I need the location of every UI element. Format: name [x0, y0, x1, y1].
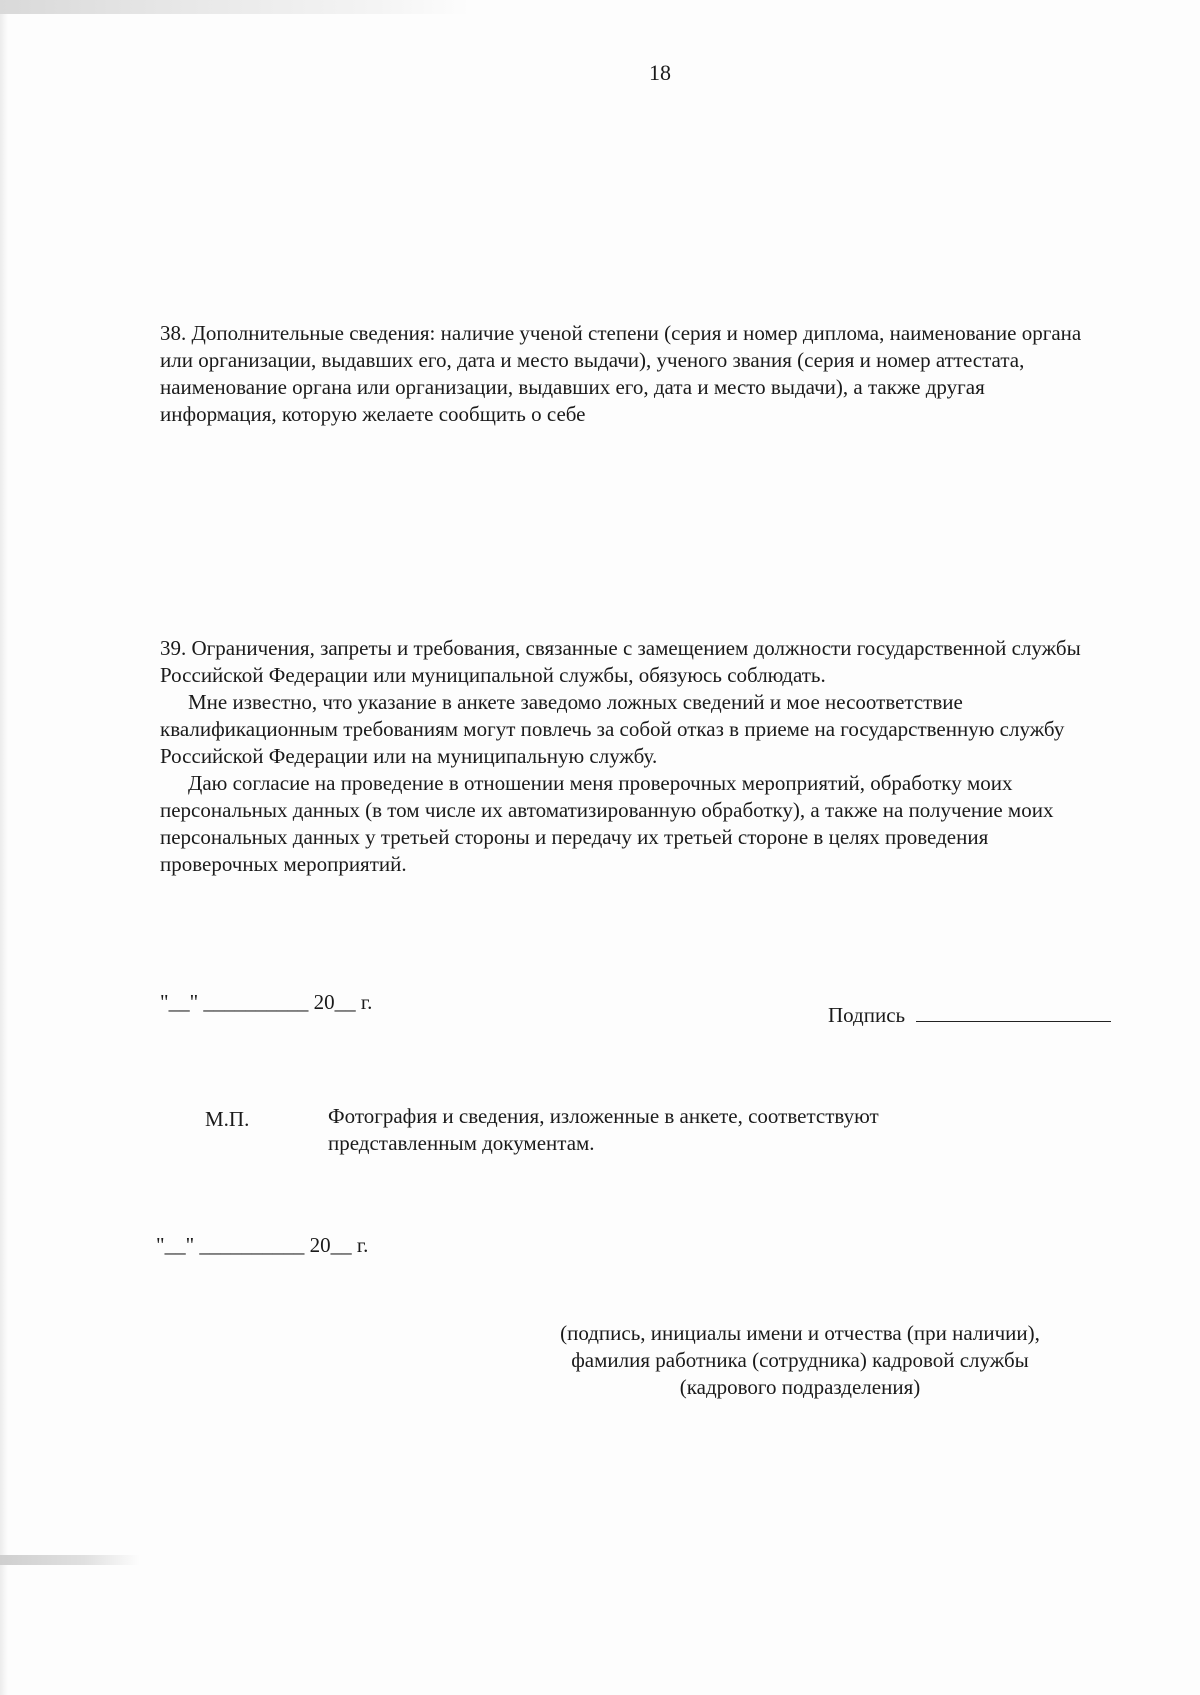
- date-line-applicant: "__" __________ 20__ г.: [160, 990, 373, 1014]
- section-39-restrictions: [160, 635, 1100, 878]
- scan-artifact-top: [0, 0, 470, 14]
- hr-caption-line-3: (кадрового подразделения): [679, 1375, 921, 1399]
- stamp-label: М.П.: [205, 1107, 250, 1131]
- signature-block: [828, 1003, 1111, 1028]
- hr-caption-line-2: фамилия работника (сотрудника) кадровой службы: [571, 1348, 1029, 1372]
- hr-caption-line-1: (подпись, инициалы имени и отчества (при наличии),: [560, 1321, 1040, 1345]
- photo-statement: Фотография и сведения, изложенные в анкете, соответствуют представленным документам.: [328, 1104, 879, 1155]
- page-number: 18: [649, 60, 671, 85]
- section-39-paragraph-3: Даю согласие на проведение в отношении меня проверочных мероприятий, обработку моих персональных данных (в том числе их автоматизированную обработку), а также на получение моих персональных данных у третьей стороны и передачу их третьей стороне в целях проведения проверочных мероприятий.: [160, 771, 1054, 876]
- scan-artifact-left: [0, 1555, 140, 1565]
- signature-underline: [916, 1005, 1111, 1022]
- section-39-paragraph-1: 39. Ограничения, запреты и требования, связанные с замещением должности государственной службы Российской Федерации или муниципальной службы, обязуюсь соблюдать.: [160, 636, 1081, 687]
- section-39-paragraph-2: Мне известно, что указание в анкете заведомо ложных сведений и мое несоответствие квалификационным требованиям могут повлечь за собой отказ в приеме на государственную службу Российской Федерации или на муниципальную службу.: [160, 690, 1065, 768]
- signature-label: Подпись: [828, 1003, 906, 1027]
- scan-edge-shadow: [0, 0, 8, 1695]
- hr-signature-caption: [500, 1320, 1100, 1401]
- date-line-hr: "__" __________ 20__ г.: [156, 1233, 369, 1257]
- section-38-additional-info: 38. Дополнительные сведения: наличие ученой степени (серия и номер диплома, наименование органа или организации, выдавших его, дата и место выдачи), ученого звания (серия и номер аттестата, наименование органа или организации, выдавших его, дата и место выдачи), а также другая информация, которую желаете сообщить о себе: [160, 321, 1082, 426]
